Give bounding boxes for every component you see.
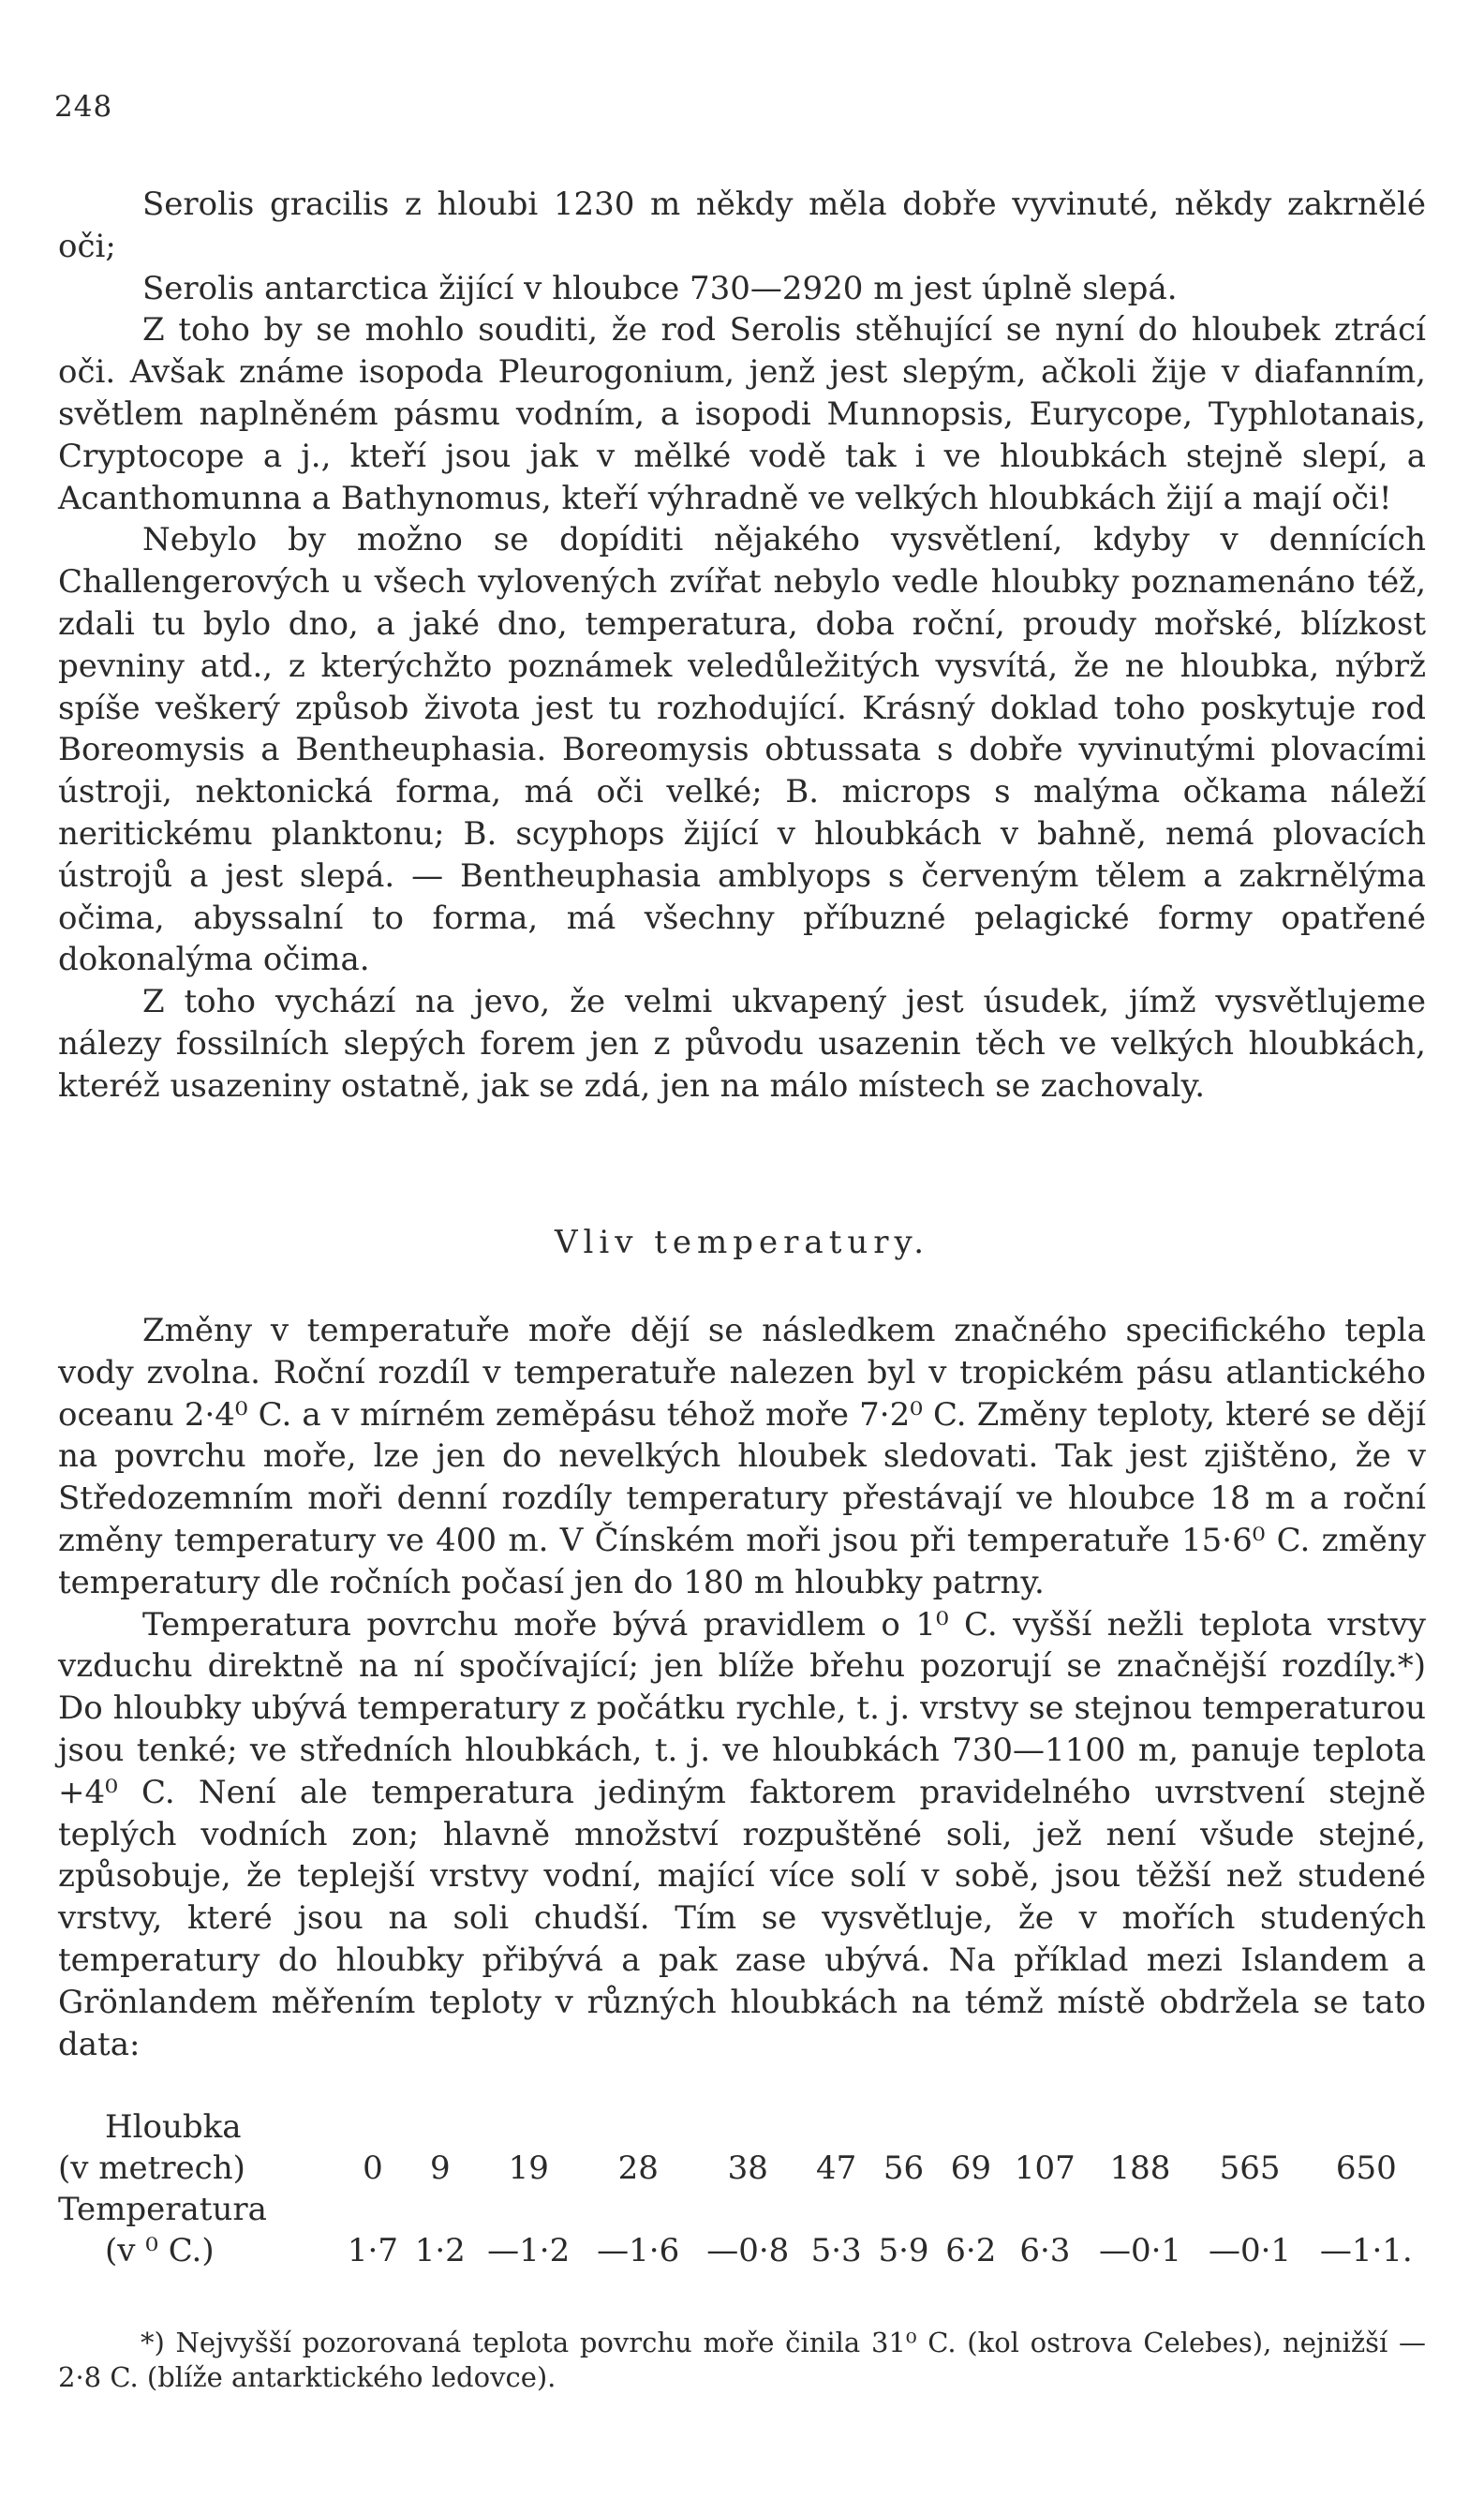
table-cell: 565 bbox=[1219, 2149, 1281, 2187]
table-row bbox=[58, 2148, 1428, 2189]
paragraph: Z toho by se mohlo souditi, že rod Serolis stěhující se nyní do hloubek ztrácí oči. Avšak známe isopoda Pleurogonium, jenž jest slepým, ačkoli žije v diafanním, světlem naplněném pásmu vodním, a isopodi Munnopsis, Eurycope, Typhlotanais, Cryptocope a j., kteří jsou jak v mělké vodě tak i ve hloubkách stejně slepí, a Acanthomunna a Bathynomus, kteří výhradně ve velkých hloubkách žijí a mají oči! bbox=[58, 311, 1426, 517]
table-cell: 107 bbox=[1014, 2149, 1076, 2187]
table-cell: 1·7 bbox=[347, 2232, 398, 2269]
depth-temperature-table bbox=[58, 2106, 1428, 2271]
table-label: Temperatura bbox=[58, 2191, 267, 2228]
table-cell: 47 bbox=[816, 2149, 857, 2187]
table-cell: 69 bbox=[950, 2149, 991, 2187]
table-label: (v ⁰ C.) bbox=[105, 2232, 215, 2269]
table-cell: 9 bbox=[429, 2149, 451, 2187]
table-cell: 0 bbox=[363, 2149, 383, 2187]
body-text-part1 bbox=[58, 184, 1426, 1108]
paragraph: Serolis antarctica žijící v hloubce 730—2920 m jest úplně slepá. bbox=[142, 269, 1178, 307]
page-number: 248 bbox=[54, 90, 113, 124]
table-cell: —0·8 bbox=[706, 2232, 790, 2269]
paragraph: Serolis gracilis z hloubi 1230 m někdy měla dobře vyvinuté, někdy zakrnělé oči; bbox=[58, 186, 1426, 265]
table-cell: —0·1 bbox=[1098, 2232, 1182, 2269]
paragraph: Nebylo by možno se dopíditi nějakého vysvětlení, kdyby v dennících Challengerových u všech vylovených zvířat nebylo vedle hloubky poznamenáno též, zdali tu bylo dno, a jaké dno, temperatura, doba roční, proudy mořské, blízkost pevniny atd., z kterýchžto poznámek veledůležitých vysvítá, že ne hloubka, nýbrž spíše veškerý způsob života jest tu rozhodující. Krásný doklad toho poskytuje rod Boreomysis a Bentheuphasia. Boreomysis obtussata s dobře vyvinutými plovacími ústroji, nektonická forma, má oči velké; B. microps s malýma očkama náleží neritickému planktonu; B. scyphops žijící v hloubkách v bahně, nemá plovacích ústrojů a jest slepá. — Bentheuphasia amblyops s červeným tělem a zakrnělýma očima, abyssalní to forma, má všechny příbuzné pelagické formy opatřené dokonalýma očima. bbox=[58, 521, 1426, 979]
table-cell: —1·6 bbox=[597, 2232, 680, 2269]
table-cell: 38 bbox=[727, 2149, 768, 2187]
table-cell: 1·2 bbox=[414, 2232, 466, 2269]
paragraph: Změny v temperatuře moře dějí se následkem značného specifického tepla vody zvolna. Roční rozdíl v temperatuře nalezen byl v tropickém pásu atlantického oceanu 2·4⁰ C. a v mírném zeměpásu téhož moře 7·2⁰ C. Změny teploty, které se dějí na povrchu moře, lze jen do nevelkých hloubek sledovati. Tak jest zjištěno, že v Středozemním moři denní rozdíly temperatury přestávají ve hloubce 18 m a roční změny temperatury ve 400 m. V Čínském moři jsou při temperatuře 15·6⁰ C. změny temperatury dle ročních počasí jen do 180 m hloubky patrny. bbox=[58, 1312, 1426, 1601]
table-cell: —1·1. bbox=[1319, 2232, 1413, 2269]
footnote bbox=[58, 2326, 1426, 2395]
table-label: (v metrech) bbox=[58, 2149, 245, 2187]
table-cell: —0·1 bbox=[1208, 2232, 1292, 2269]
table-cell: —1·2 bbox=[487, 2232, 571, 2269]
table-row bbox=[58, 2106, 1428, 2148]
table-label: Hloubka bbox=[105, 2108, 242, 2146]
table-row bbox=[58, 2189, 1428, 2230]
footnote-text: *) Nejvyšší pozorovaná teplota povrchu moře činila 31⁰ C. (kol ostrova Celebes), nejnižší —2·8 C. (blíže antarktického ledovce). bbox=[58, 2327, 1426, 2393]
table-cell: 28 bbox=[617, 2149, 659, 2187]
table-cell: 188 bbox=[1109, 2149, 1171, 2187]
table-cell: 6·2 bbox=[945, 2232, 997, 2269]
section-heading: Vliv temperatury. bbox=[554, 1224, 930, 1261]
table-row bbox=[58, 2230, 1428, 2271]
table-cell: 6·3 bbox=[1019, 2232, 1071, 2269]
table-cell: 56 bbox=[883, 2149, 925, 2187]
paragraph: Z toho vychází na jevo, že velmi ukvapený jest úsudek, jímž vysvětlujeme nálezy fossilních slepých forem jen z původu usazenin těch ve velkých hloubkách, kteréž usazeniny ostatně, jak se zdá, jen na málo místech se zachovaly. bbox=[58, 983, 1426, 1105]
table-cell: 19 bbox=[508, 2149, 549, 2187]
body-text-part2 bbox=[58, 1310, 1426, 2065]
paragraph: Temperatura povrchu moře bývá pravidlem o 1⁰ C. vyšší nežli teplota vrstvy vzduchu direktně na ní spočívající; jen blíže břehu pozorují se značnější rozdíly.*) Do hloubky ubývá temperatury z počátku rychle, t. j. vrstvy se stejnou temperaturou jsou tenké; ve středních hloubkách, t. j. ve hloubkách 730—1100 m, panuje teplota +4⁰ C. Není ale temperatura jediným faktorem pravidelného uvrstvení stejně teplých vodních zon; hlavně množství rozpuštěné soli, jež není všude stejné, způsobuje, že teplejší vrstvy vodní, mající více solí v sobě, jsou těžší než studené vrstvy, které jsou na soli chudší. Tím se vysvětluje, že v mořích studených temperatury do hloubky přibývá a pak zase ubývá. Na příklad mezi Islandem a Grönlandem měřením teploty v různých hloubkách na témž místě obdržela se tato data: bbox=[58, 1605, 1426, 2063]
table-cell: 650 bbox=[1335, 2149, 1397, 2187]
table-cell: 5·9 bbox=[878, 2232, 929, 2269]
table-cell: 5·3 bbox=[810, 2232, 862, 2269]
